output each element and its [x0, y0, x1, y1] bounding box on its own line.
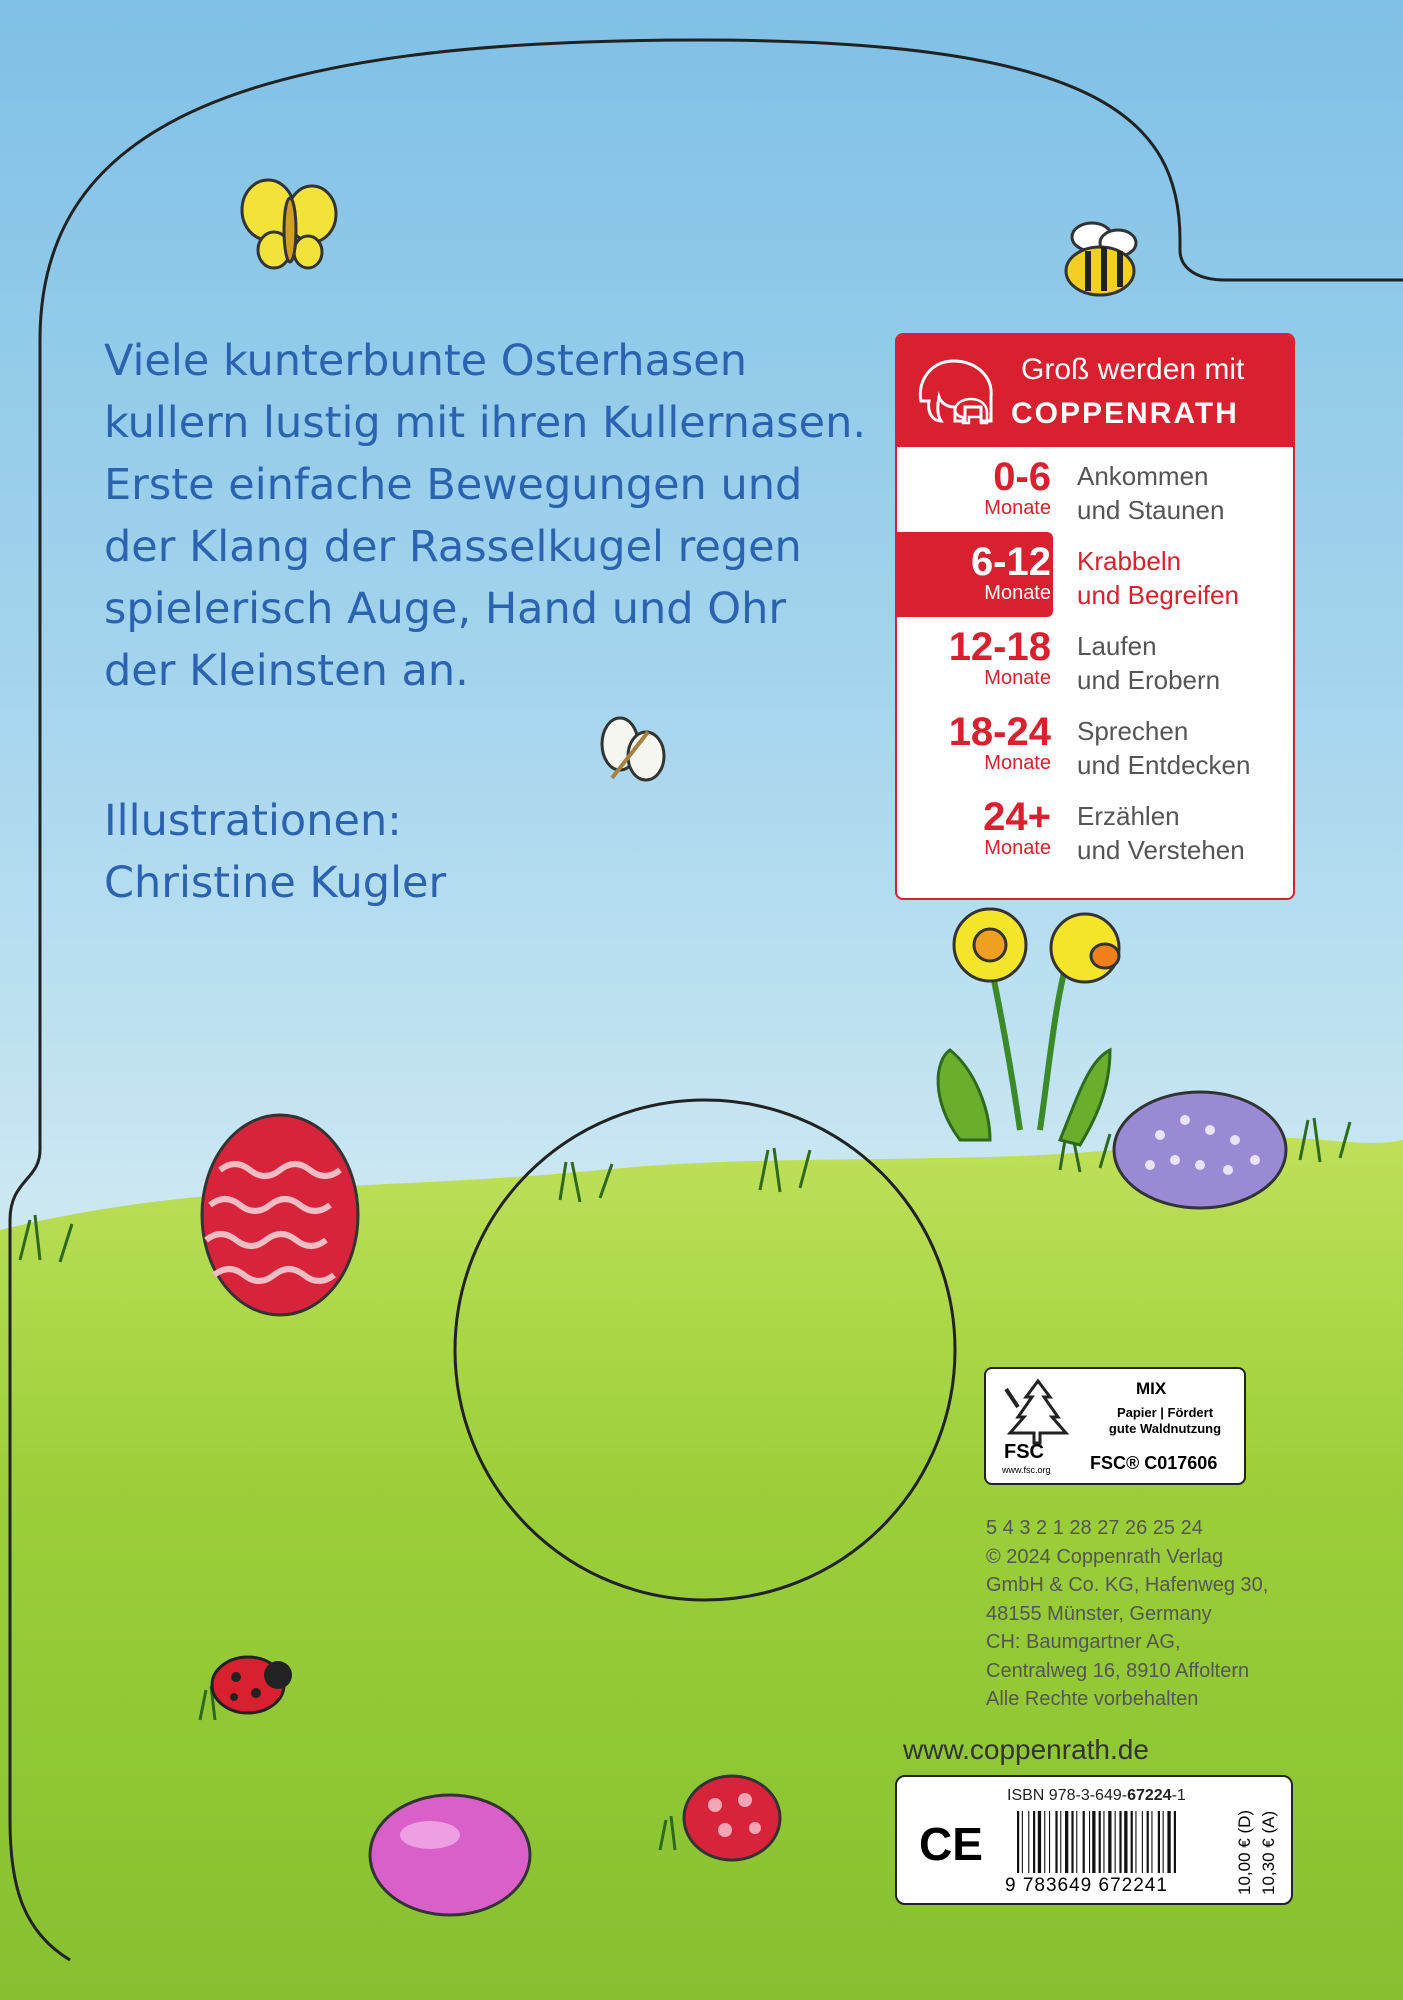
barcode-bar: [1089, 1811, 1090, 1873]
age-unit: Monate: [984, 752, 1051, 774]
barcode-bar: [1017, 1811, 1019, 1873]
barcode-bar: [1158, 1811, 1160, 1873]
barcode-bar: [1076, 1811, 1077, 1873]
age-box-header: [897, 335, 1293, 447]
barcode-bar: [1142, 1811, 1143, 1873]
description-line: der Klang der Rasselkugel regen: [104, 522, 802, 572]
fsc-logo-text: FSC: [1004, 1441, 1044, 1463]
barcode-bar: [1060, 1811, 1061, 1873]
age-desc-line: Ankommen: [1077, 461, 1209, 491]
barcode-bar: [1174, 1811, 1176, 1873]
fsc-line: Papier | Fördert: [1116, 1405, 1214, 1420]
age-description: [1077, 714, 1250, 782]
price-germany: 10,00 € (D): [1235, 1809, 1254, 1895]
publisher-name: COPPENRATH: [1011, 397, 1239, 430]
credits-label: Illustrationen:: [104, 796, 402, 846]
imprint-line: Centralweg 16, 8910 Affoltern: [986, 1659, 1250, 1682]
description-line: spielerisch Auge, Hand und Ohr: [104, 584, 786, 634]
prices: [1233, 1783, 1289, 1901]
barcode-bar: [1147, 1811, 1149, 1873]
barcode-bar: [1022, 1811, 1023, 1873]
barcode-bar: [1038, 1811, 1041, 1873]
barcode-bar: [1163, 1811, 1164, 1873]
age-description: [1077, 544, 1239, 612]
isbn-bold: 67224: [1127, 1787, 1172, 1804]
age-unit: Monate: [984, 582, 1051, 604]
illustrator-name: Christine Kugler: [104, 858, 447, 908]
barcode-bar: [1108, 1811, 1111, 1873]
age-unit: Monate: [984, 497, 1051, 519]
imprint-line: CH: Baumgartner AG,: [986, 1631, 1181, 1653]
fsc-code: FSC® C017606: [1090, 1453, 1218, 1473]
age-desc-line: und Erobern: [1077, 665, 1221, 695]
illustration-credits: [104, 790, 446, 914]
age-desc-line: Laufen: [1077, 631, 1157, 661]
barcode-bar: [1119, 1811, 1121, 1873]
barcode-bar: [1099, 1811, 1101, 1873]
barcode-bar: [1028, 1811, 1029, 1873]
description-line: Viele kunterbunte Osterhasen: [104, 336, 748, 386]
isbn: [1007, 1787, 1186, 1805]
imprint-line: GmbH & Co. KG, Hafenweg 30,: [986, 1574, 1269, 1596]
barcode-bar: [1049, 1811, 1050, 1873]
age-row: [897, 617, 1293, 702]
age-row: [897, 702, 1293, 787]
barcode-bar: [1115, 1811, 1116, 1873]
hearts-egg: [684, 1776, 780, 1860]
fsc-mix: MIX: [1136, 1379, 1167, 1398]
imprint: [986, 1514, 1268, 1714]
age-range: 12-18: [948, 625, 1051, 669]
age-description: [1077, 799, 1245, 867]
barcode-bar: [1065, 1811, 1068, 1873]
age-range-box: [895, 333, 1295, 900]
book-description: [104, 330, 884, 702]
age-desc-line: Krabbeln: [1077, 546, 1182, 576]
publisher-website: www.coppenrath.de: [903, 1734, 1149, 1765]
description-line: der Kleinsten an.: [104, 646, 469, 696]
barcode-bar: [1151, 1811, 1152, 1873]
pink-egg: [370, 1795, 530, 1915]
barcode-bar: [1131, 1811, 1133, 1873]
barcode-bar: [1092, 1811, 1095, 1873]
age-row: [897, 532, 1293, 617]
barcode-bar: [1103, 1811, 1104, 1873]
barcode-bar: [1033, 1811, 1035, 1873]
price-austria: 10,30 € (A): [1259, 1810, 1278, 1895]
age-desc-line: und Begreifen: [1077, 580, 1239, 610]
barcode-bar: [1124, 1811, 1127, 1873]
age-unit: Monate: [984, 837, 1051, 859]
ce-mark: CE: [919, 1818, 983, 1870]
ean-number: 9 783649 672241: [1005, 1875, 1168, 1896]
age-range: 24+: [983, 795, 1051, 839]
barcode-bar: [1135, 1811, 1136, 1873]
barcode-bar: [1167, 1811, 1170, 1873]
purple-egg: [1114, 1092, 1286, 1208]
age-description: [1077, 459, 1224, 527]
age-range: 6-12: [970, 540, 1051, 584]
imprint-line: 48155 Münster, Germany: [986, 1602, 1212, 1625]
isbn-prefix: ISBN 978-3-649-: [1007, 1787, 1128, 1804]
age-unit: Monate: [984, 667, 1051, 689]
barcode-bar: [1055, 1811, 1057, 1873]
imprint-line: © 2024 Coppenrath Verlag: [986, 1545, 1224, 1568]
barcode-bar: [1083, 1811, 1085, 1873]
elephant-logo-icon: [911, 351, 1001, 431]
age-desc-line: und Entdecken: [1077, 750, 1251, 780]
fsc-label: [984, 1367, 1246, 1485]
age-range: 0-6: [993, 455, 1051, 499]
imprint-line: Alle Rechte vorbehalten: [986, 1688, 1199, 1710]
barcode-bar: [1044, 1811, 1045, 1873]
bee: [1066, 223, 1136, 295]
age-desc-line: und Staunen: [1077, 495, 1225, 525]
description-line: kullern lustig mit ihren Kullernasen.: [104, 398, 867, 448]
red-striped-egg: [202, 1115, 358, 1315]
fsc-description: [1090, 1405, 1240, 1437]
age-desc-line: Sprechen: [1077, 716, 1189, 746]
age-description: [1077, 629, 1220, 697]
barcode-bar: [1071, 1811, 1073, 1873]
barcode: [1017, 1811, 1217, 1873]
fsc-url: www.fsc.org: [1002, 1465, 1051, 1475]
age-range-list: [897, 447, 1293, 872]
age-row: [897, 447, 1293, 532]
isbn-suffix: -1: [1171, 1787, 1186, 1804]
description-line: Erste einfache Bewegungen und: [104, 460, 803, 510]
barcode-box: [895, 1775, 1293, 1905]
age-range: 18-24: [948, 710, 1051, 754]
age-desc-line: und Verstehen: [1077, 835, 1245, 865]
age-desc-line: Erzählen: [1077, 801, 1180, 831]
age-row: [897, 787, 1293, 872]
imprint-line: 5 4 3 2 1 28 27 26 25 24: [986, 1517, 1203, 1539]
fsc-line: gute Waldnutzung: [1108, 1421, 1222, 1436]
age-box-title: Groß werden mit: [1021, 353, 1245, 386]
